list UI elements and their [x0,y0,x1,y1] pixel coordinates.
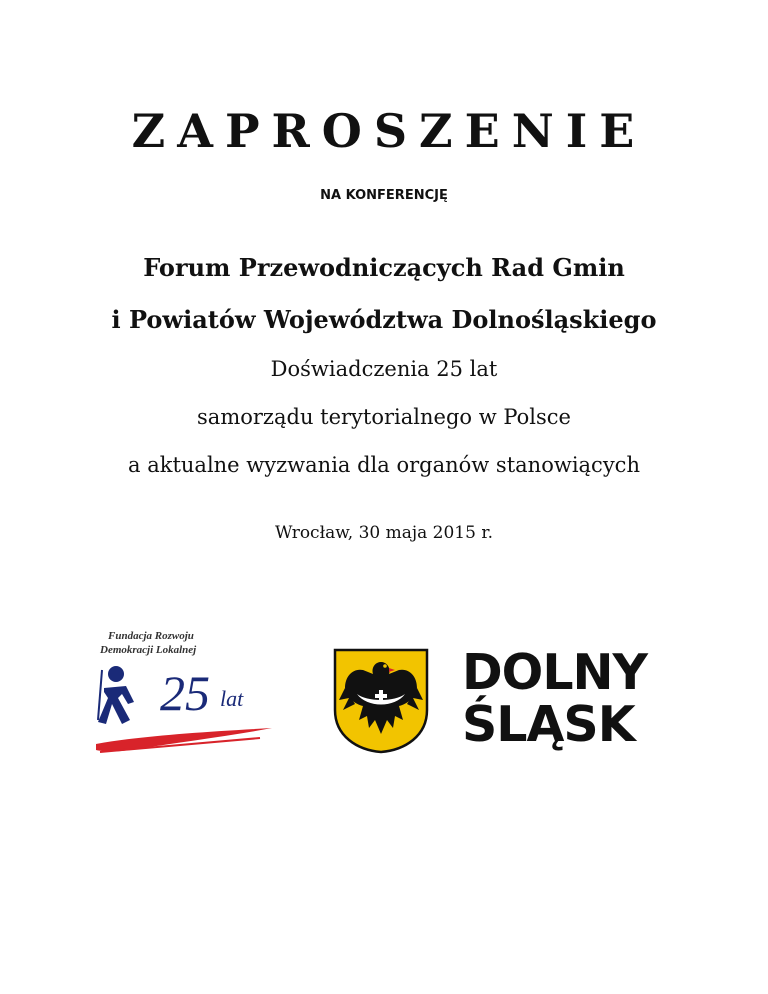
event-name-line-2: i Powiatów Województwa Dolnośląskiego [111,305,657,334]
event-topic-line-1: Doświadczenia 25 lat [270,357,498,381]
foundation-name-line-1: Fundacja Rozwoju [108,630,194,642]
document-title: ZAPROSZENIE [131,104,647,158]
foundation-years-suffix: lat [220,686,244,711]
foundation-logo [90,630,280,760]
silesian-eagle-coat-of-arms [333,648,429,754]
region-name-line-2: ŚLĄSK [462,696,635,753]
document-subtitle: NA KONFERENCJĘ [320,188,448,203]
foundation-years: 25 [160,665,210,721]
event-place-date: Wrocław, 30 maja 2015 r. [274,523,493,543]
foundation-name-line-2: Demokracji Lokalnej [100,644,197,656]
event-topic-line-2: samorządu terytorialnego w Polsce [197,405,571,429]
region-name-line-1: DOLNY [462,644,648,701]
event-topic-line-3: a aktualne wyzwania dla organów stanowiących [128,453,640,477]
event-name-line-1: Forum Przewodniczących Rad Gmin [143,253,625,282]
eagle-icon [333,648,429,754]
